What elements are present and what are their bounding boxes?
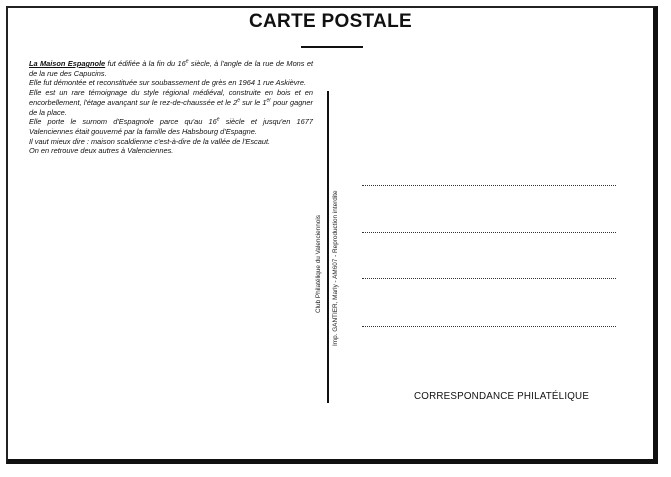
p3-text-c: pour gagner de la place. bbox=[29, 97, 313, 117]
vertical-club-text: Club Philatélique du Valenciennois bbox=[315, 215, 322, 313]
p1-text-b: siècle, à l'angle de la rue de Mons et de la rue des Capucins. bbox=[29, 59, 313, 78]
paragraph-5: Il vaut mieux dire : maison scaldienne c'est-à-dire de la vallée de l'Escaut. bbox=[29, 136, 271, 146]
title-underline bbox=[301, 46, 363, 48]
address-line-2 bbox=[362, 232, 616, 233]
lead-title: La Maison Espagnole bbox=[29, 59, 106, 68]
p4-text-a: Elle porte le surnom d'Espagnole parce qu'au 16 bbox=[29, 117, 217, 127]
p3-text-b: sur le 1 bbox=[239, 97, 267, 107]
p3-superscript-1: e bbox=[237, 97, 240, 104]
address-line-1 bbox=[362, 185, 616, 186]
paragraph-2: Elle fut démontée et reconstituée sur soubassement de grès en 1964 1 rue Askièvre. bbox=[29, 78, 307, 88]
correspondance-label: CORRESPONDANCE PHILATÉLIQUE bbox=[414, 391, 590, 402]
p4-text-b: siècle et jusqu'en 1677 Valenciennes était gouverné par la famille des Habsbourg d'Espagne. bbox=[29, 117, 313, 136]
center-divider bbox=[327, 91, 329, 403]
description-text bbox=[29, 59, 313, 156]
p4-superscript: e bbox=[216, 116, 220, 123]
paragraph-4 bbox=[29, 117, 313, 136]
paragraph-1 bbox=[29, 59, 313, 78]
postcard bbox=[6, 6, 658, 464]
paragraph-3 bbox=[29, 88, 313, 117]
address-line-4 bbox=[362, 326, 616, 327]
vertical-imprint-text: Imp. GANTIER, Marly - AM607 - Reproduction interdite bbox=[332, 190, 339, 346]
card-title: CARTE POSTALE bbox=[249, 11, 412, 32]
address-line-3 bbox=[362, 278, 616, 279]
paragraph-6: On en retrouve deux autres à Valenciennes. bbox=[29, 146, 174, 156]
p1-superscript: e bbox=[185, 58, 189, 65]
p3-superscript-2: er bbox=[266, 97, 271, 104]
p3-text-a: Elle est un rare témoignage du style régional médiéval, construite en bois et en encorbellement, l'étage avançant sur le rez-de-chaussée et le 2 bbox=[29, 88, 313, 107]
p1-text-a: fut édifiée à la fin du 16 bbox=[105, 59, 186, 68]
